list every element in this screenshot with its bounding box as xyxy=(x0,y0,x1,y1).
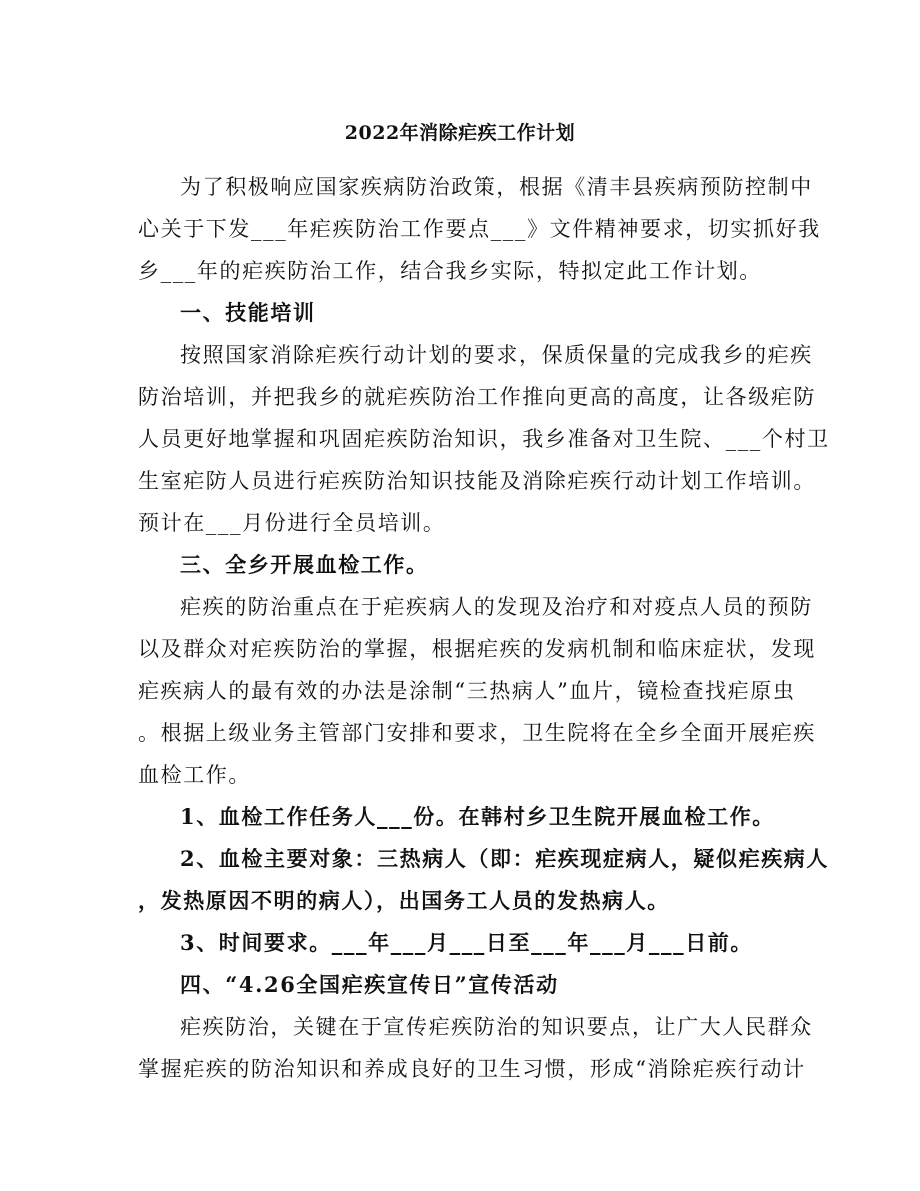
section-heading-publicity-day: 四、“4.26全国疟疾宣传日”宣传活动 xyxy=(180,972,559,997)
paragraph-training-line-1: 按照国家消除疟疾行动计划的要求，保质保量的完成我乡的疟疾 xyxy=(180,343,813,367)
document-title: 2022年消除疟疾工作计划 xyxy=(344,122,576,144)
paragraph-intro-line-1: 为了积极响应国家疾病防治政策，根据《清丰县疾病预防控制中 xyxy=(180,175,813,199)
list-item-3: 3、时间要求。___年___月___日至___年___月___日前。 xyxy=(180,930,754,955)
paragraph-training-line-2: 防治培训，并把我乡的就疟疾防治工作推向更高的高度，让各级疟防 xyxy=(138,385,816,409)
section-heading-blood-test: 三、全乡开展血检工作。 xyxy=(180,552,429,577)
list-item-2-line-2: ，发热原因不明的病人），出国务工人员的发热病人。 xyxy=(138,888,670,913)
paragraph-bloodtest-line-3: 疟疾病人的最有效的办法是涂制“三热病人”血片，镜检查找疟原虫 xyxy=(138,679,796,703)
list-item-2-line-1: 2、血检主要对象：三热病人（即：疟疾现症病人，疑似疟疾病人 xyxy=(180,846,830,871)
paragraph-intro-line-3: 乡___年的疟疾防治工作，结合我乡实际，特拟定此工作计划。 xyxy=(138,259,762,283)
paragraph-intro-line-2: 心关于下发___年疟疾防治工作要点___》文件精神要求，切实抓好我 xyxy=(138,217,821,241)
paragraph-publicity-line-2: 掌握疟疾的防治知识和养成良好的卫生习惯，形成“消除疟疾行动计 xyxy=(138,1057,806,1081)
paragraph-bloodtest-line-4: 。根据上级业务主管部门安排和要求，卫生院将在全乡全面开展疟疾 xyxy=(138,721,816,745)
list-item-1: 1、血检工作任务人___份。在韩村乡卫生院开展血检工作。 xyxy=(180,804,775,829)
paragraph-training-line-5: 预计在___月份进行全员培训。 xyxy=(138,511,446,535)
section-heading-skill-training: 一、技能培训 xyxy=(180,300,316,325)
paragraph-training-line-3: 人员更好地掌握和巩固疟疾防治知识，我乡准备对卫生院、___个村卫 xyxy=(138,427,830,451)
paragraph-bloodtest-line-2: 以及群众对疟疾防治的掌握，根据疟疾的发病机制和临床症状，发现 xyxy=(138,637,816,661)
paragraph-publicity-line-1: 疟疾防治，关键在于宣传疟疾防治的知识要点，让广大人民群众 xyxy=(180,1015,813,1039)
paragraph-training-line-4: 生室疟防人员进行疟疾防治知识技能及消除疟疾行动计划工作培训。 xyxy=(138,469,816,493)
paragraph-bloodtest-line-1: 疟疾的防治重点在于疟疾病人的发现及治疗和对疫点人员的预防 xyxy=(180,595,813,619)
paragraph-bloodtest-line-5: 血检工作。 xyxy=(138,763,251,787)
